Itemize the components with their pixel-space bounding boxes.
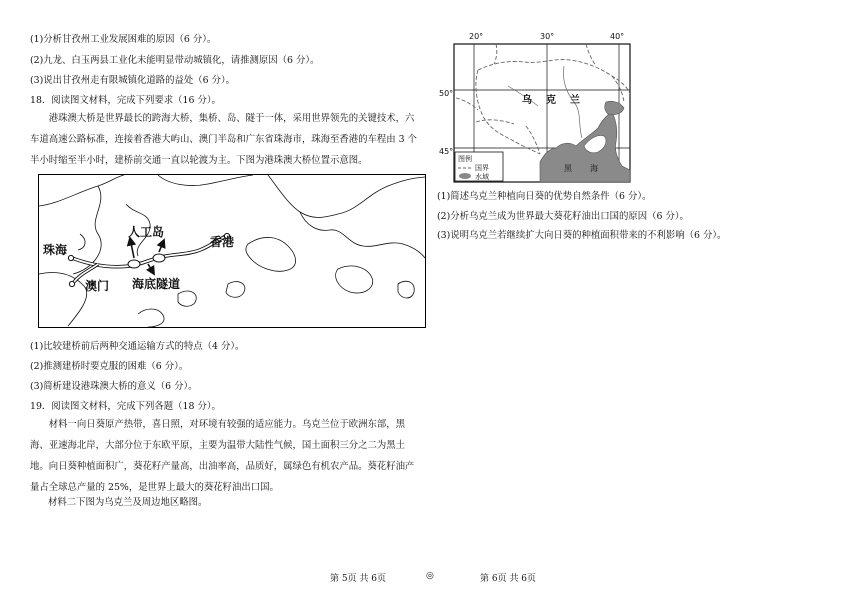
label-artificial-island: 人工岛: [128, 225, 165, 239]
lon-label-30: 30°: [540, 32, 555, 41]
label-undersea-tunnel: 海底隧道: [132, 277, 181, 291]
sea-label-1: 黑: [564, 164, 572, 173]
ukraine-map: [436, 30, 636, 186]
country-label-2: 克: [546, 95, 556, 106]
q19-sub-3: (3)说明乌克兰若继续扩大向日葵的种植面积带来的不利影响（6 分）。: [437, 230, 727, 241]
lat-label-45: 45°: [439, 147, 454, 156]
q19-heading: 19．阅读图文材料，完成下列各题（18 分）。: [30, 401, 221, 412]
label-hongkong: 香港: [210, 235, 235, 249]
page-number-right: 第 6页 共 6页: [480, 574, 537, 584]
label-macau: 澳门: [85, 279, 110, 293]
q18-sub-1: (1)比较建桥前后两种交通运输方式的特点（4 分）。: [30, 341, 245, 352]
q17-sub-2: (2)九龙、白玉两县工业化未能明显带动城镇化，请推测原因（6 分）。: [30, 55, 320, 66]
country-label-3: 兰: [570, 95, 580, 106]
q18-sub-2: (2)推测建桥时要克服的困难（6 分）。: [30, 361, 189, 372]
legend-border-label: 国界: [475, 164, 489, 172]
legend-water-label: 水域: [475, 173, 489, 181]
sea-label-2: 海: [590, 164, 598, 173]
q17-sub-3: (3)说出甘孜州走有限城镇化道路的益处（6 分）。: [30, 75, 236, 86]
lon-label-20: 20°: [469, 32, 484, 41]
q19-material-2: 材料二下图为乌克兰及周边地区略图。: [48, 497, 208, 508]
q19-sub-1: (1)简述乌克兰种植向日葵的优势自然条件（6 分）。: [437, 191, 652, 202]
binding-mark: ◎: [426, 571, 434, 581]
q19-sub-2: (2)分析乌克兰成为世界最大葵花籽油出口国的原因（6 分）。: [437, 211, 689, 222]
lat-label-50: 50°: [439, 89, 454, 98]
q17-sub-1: (1)分析甘孜州工业发展困难的原因（6 分）。: [30, 34, 217, 45]
label-zhuhai: 珠海: [43, 243, 68, 257]
legend-title: 图例: [458, 155, 472, 163]
lon-label-40: 40°: [610, 32, 625, 41]
q18-material: 港珠澳大桥是世界最长的跨海大桥，集桥、岛、隧于一体，采用世界领先的关键技术，六车道高速公路标准，连接着香港大屿山、澳门半岛和广东省珠海市，珠海至香港的车程由 3 个半小时缩至半小时，建桥前交通一直以轮渡为主。下图为港珠澳大桥位置示意图。: [30, 113, 417, 166]
q18-heading: 18．阅读图文材料，完成下列要求（16 分）。: [30, 95, 221, 106]
page-number-left: 第 5页 共 6页: [330, 574, 387, 584]
country-label-1: 乌: [522, 95, 532, 106]
bridge-location-map: [38, 174, 426, 328]
q18-sub-3: (3)简析建设港珠澳大桥的意义（6 分）。: [30, 381, 198, 392]
q19-material-1: 材料一向日葵原产热带，喜日照，对环境有较强的适应能力。乌克兰位于欧洲东部，黑海、亚速海北岸，大部分位于东欧平原，主要为温带大陆性气候，国土面积三分之二为黑土地。向日葵种植面积广，葵花籽产量高，出油率高，品质好，属绿色有机农产品。葵花籽油产量占全球总产量的 25%，是世界上最大的葵花籽油出口国。: [30, 419, 415, 493]
legend-water-symbol: [459, 173, 471, 179]
